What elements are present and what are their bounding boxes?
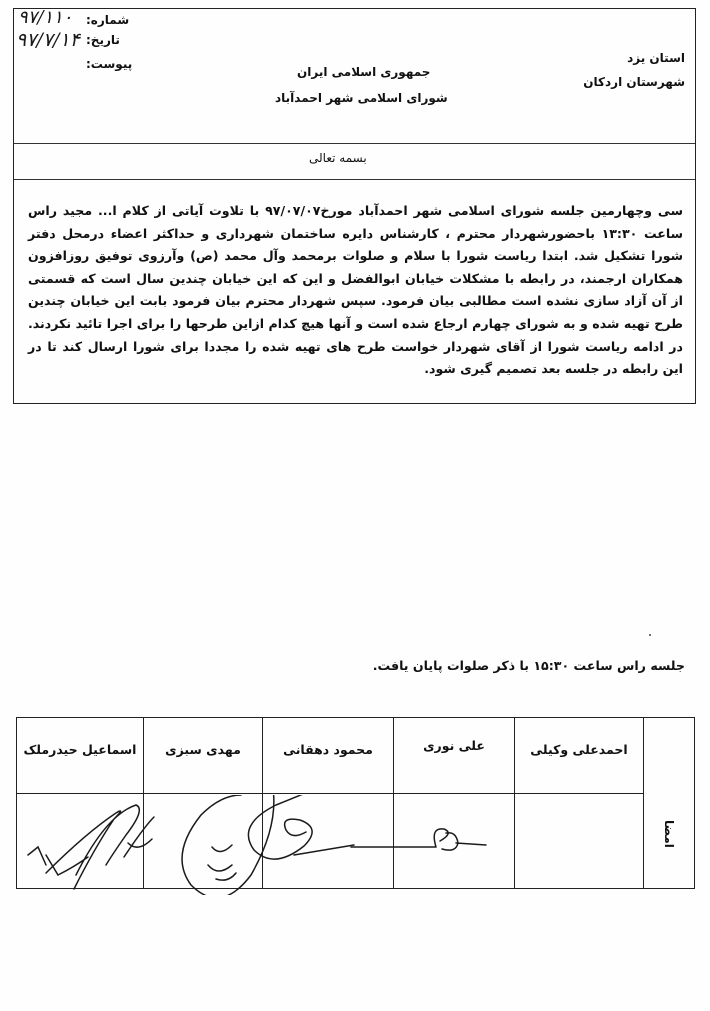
council-title: شورای اسلامی شهر احمدآباد (275, 91, 448, 105)
member-cell (263, 718, 394, 794)
member-cell (144, 718, 263, 794)
header-divider (14, 143, 695, 144)
attachment-label: پیوست: (86, 57, 133, 71)
signature-cell (394, 794, 515, 889)
date-label: تاریخ: (86, 33, 120, 47)
signature-cell (263, 794, 394, 889)
member-cell (394, 718, 515, 794)
republic-title: جمهوری اسلامی ایران (297, 65, 431, 79)
number-value: ۹۷/۱۱۰ (18, 7, 73, 28)
speck (649, 634, 651, 636)
province-label: استان یزد (627, 51, 685, 65)
member-name: مهدی سبزی (165, 742, 241, 757)
signature-cell (144, 794, 263, 889)
member-name: علی نوری (423, 738, 485, 753)
closing-line: جلسه راس ساعت ۱۵:۳۰ با ذکر صلوات پایان یافت. (372, 658, 685, 673)
signature-table (16, 717, 695, 889)
member-name: محمود دهقانی (283, 742, 373, 757)
county-label: شهرستان اردکان (583, 75, 685, 89)
member-cell (17, 718, 144, 794)
minutes-body (28, 200, 683, 381)
member-name: اسماعیل حیدرملک (23, 742, 137, 757)
signature-row-header (644, 718, 695, 889)
signature-cell (515, 794, 644, 889)
number-label: شماره: (86, 13, 130, 27)
bismillah: بسمه تعالی (309, 151, 367, 165)
signature-label: امضا (662, 820, 676, 848)
member-cell (515, 718, 644, 794)
member-name: احمدعلی وکیلی (530, 742, 628, 757)
minutes-paragraph: سی وچهارمین جلسه شورای اسلامی شهر احمدآباد مورخ۹۷/۰۷/۰۷ با تلاوت آیاتی از کلام ا... مجید راس ساعت ۱۳:۳۰ باحضورشهردار محترم ، کارشناس دایره ساختمان شهرداری و حداکثر اعضاء درمحل دفتر شورا تشکیل شد. ابتدا ریاست شورا با سلام و صلوات برمحمد وآل محمد (ص) وآرزوی توفیق روزافزون همکاران ارجمند، در رابطه با مشکلات خیابان ابوالفضل و این که این خیابان چندین سال است که قسمتی از آن آزاد سازی نشده است مطالبی بیان فرمود. سپس شهردار محترم بیان فرمود بابت این خیابان چندین طرح تهیه شده و به شورای چهارم ارجاع شده است و آنها هیچ کدام ازاین طرحها را برای اجرا تائید نکردند. در ادامه ریاست شورا از آقای شهردار خواست طرح های تهیه شده را مجددا برای شورا ارسال کند تا در این رابطه در جلسه بعد تصمیم گیری شود. (28, 203, 684, 377)
bismillah-divider (14, 179, 695, 180)
signature-cell (17, 794, 144, 889)
date-value: ۹۷/۷/۱۴ (16, 29, 80, 51)
